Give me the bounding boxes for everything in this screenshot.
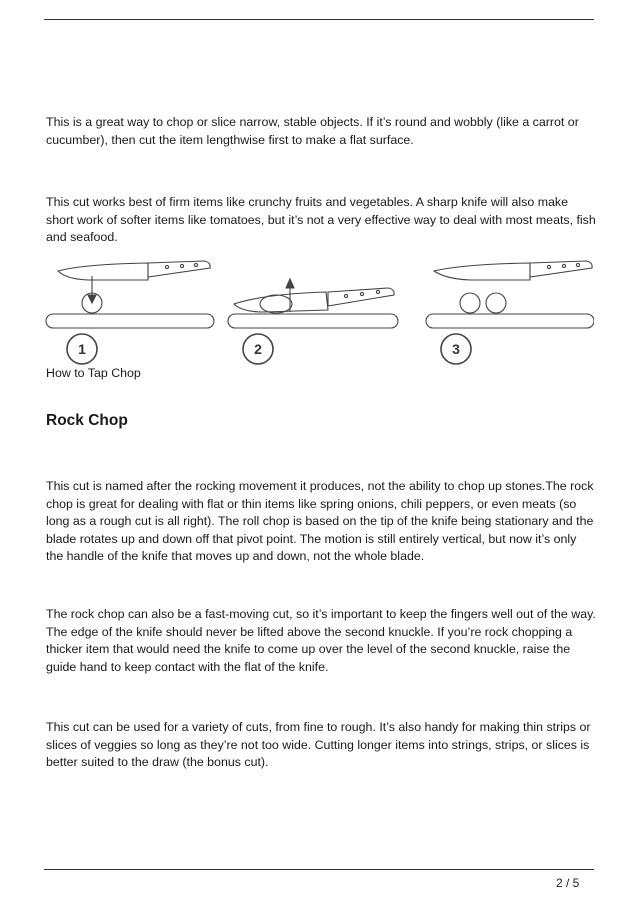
food-item-3b [486,293,506,313]
knife-blade-2 [234,292,328,312]
paragraph-2: This cut works best of firm items like crunchy fruits and vegetables. A sharp knife will also make short work of softer items like tomatoes, but it’s not a very effective way to deal with most meats, fish and seafood. [46,195,596,244]
page-number: 2 / 5 [556,876,580,890]
tap-chop-illustration [44,254,594,370]
paragraph-5: This cut can be used for a variety of cuts, from fine to rough. It’s also handy for making thin strips or slices of veggies so long as they’re not too wide. Cutting longer items into strings, strips, or slices is better suited to the draw (the bonus cut). [46,720,591,769]
panel-1 [46,261,214,364]
section-heading: Rock Chop [46,412,128,429]
footer-rule [44,869,594,870]
knife-handle-2 [328,288,394,306]
food-item-2 [260,295,292,313]
knife-blade-3 [434,263,530,280]
knife-handle-1 [148,261,210,277]
panel-2 [228,279,398,364]
header-rule [44,19,594,20]
step-number-1: 1 [78,341,86,357]
food-item-3a [460,293,480,313]
cutting-board-3 [426,314,594,328]
paragraph-3: This cut is named after the rocking movement it produces, not the ability to chop up stones.The rock chop is great for dealing with flat or thin items like spring onions, chili peppers, or even meats (so long as a rough cut is all right). The roll chop is based on the tip of the knife being stationary and the blade rotates up and down off that pivot point. The motion is still entirely vertical, but now it’s only the handle of the knife that moves up and down, not the whole blade. [46,479,594,563]
figure-caption: How to Tap Chop [46,366,141,380]
knife-handle-3 [530,261,592,277]
knife-blade-1 [58,263,148,280]
paragraph-1: This is a great way to chop or slice narrow, stable objects. If it’s round and wobbly (like a carrot or cucumber), then cut the item lengthwise first to make a flat surface. [46,115,579,147]
step-number-3: 3 [452,341,460,357]
step-number-2: 2 [254,341,262,357]
paragraph-4: The rock chop can also be a fast-moving cut, so it’s important to keep the fingers well out of the way. The edge of the knife should never be lifted above the second knuckle. If you’re rock chopping a thicker item that would need the knife to come up over the level of the second knuckle, raise the guide hand to keep contact with the flat of the knife. [46,607,596,674]
cutting-board-2 [228,314,398,328]
cutting-board-1 [46,314,214,328]
panel-3 [426,261,594,364]
